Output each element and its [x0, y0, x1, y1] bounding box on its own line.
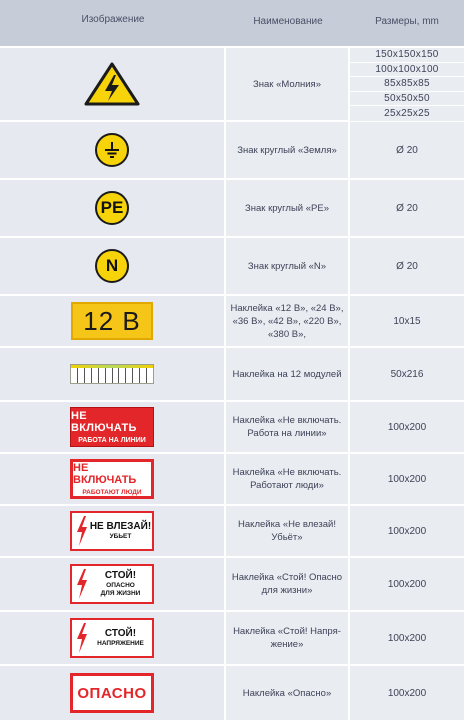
- header-size: Размеры, mm: [375, 15, 439, 27]
- row-name: Наклейка «Стой! Напря- жение»: [226, 612, 350, 664]
- row-name: Наклейка «Опасно»: [226, 666, 350, 720]
- stop-voltage-sign: [70, 618, 154, 658]
- ground-symbol-icon: [95, 133, 129, 167]
- sign-title: СТОЙ!: [104, 570, 137, 581]
- header-name: Наименование: [253, 15, 323, 27]
- header-image: Изображение: [81, 13, 145, 25]
- table-row: [0, 506, 464, 558]
- size-value: Ø 20: [350, 238, 464, 294]
- size-value: 10x15: [350, 296, 464, 346]
- row-name: Наклейка «Не влезай! Убьёт»: [226, 506, 350, 556]
- sign-subtitle: НАПРЯЖЕНИЕ: [97, 640, 144, 647]
- sizes-list: [350, 48, 464, 120]
- row-name: Знак круглый «Земля»: [226, 122, 350, 178]
- table-row: [0, 558, 464, 612]
- voltage-plate: 12 В: [71, 302, 153, 340]
- sign-title: СТОЙ!: [104, 628, 137, 639]
- row-name: Знак круглый «N»: [226, 238, 350, 294]
- table-row: [0, 402, 464, 454]
- size-value: 85x85x85: [350, 77, 464, 92]
- size-value: 100x200: [350, 454, 464, 504]
- size-value: Ø 20: [350, 122, 464, 178]
- table-row: [0, 612, 464, 666]
- lightning-warning-icon: [83, 61, 141, 107]
- row-name: Наклейка «Не включать. Работа на линии»: [226, 402, 350, 452]
- danger-sign: ОПАСНО: [70, 673, 154, 713]
- row-name: Наклейка на 12 модулей: [226, 348, 350, 400]
- do-not-switch-sign: [70, 407, 154, 447]
- n-circle-sign: N: [95, 249, 129, 283]
- pe-circle-sign: PE: [95, 191, 129, 225]
- size-value: 25x25x25: [350, 106, 464, 121]
- size-value: 50x50x50: [350, 92, 464, 107]
- sign-subtitle: ОПАСНО ДЛЯ ЖИЗНИ: [100, 582, 141, 597]
- table-row: [0, 48, 464, 122]
- size-value: 100x200: [350, 612, 464, 664]
- row-name: Наклейка «12 В», «24 В», «36 В», «42 В», «220 В», «380 В»,: [226, 296, 350, 346]
- table-row: [0, 122, 464, 180]
- size-value: 100x100x100: [350, 63, 464, 78]
- sign-title: НЕ ВКЛЮЧАТЬ: [71, 410, 137, 434]
- sign-title: НЕ ВЛЕЗАЙ!: [89, 521, 152, 532]
- row-name: Знак «Молния»: [226, 48, 350, 120]
- sign-subtitle: РАБОТА НА ЛИНИИ: [78, 437, 146, 444]
- sign-subtitle: УБЬЕТ: [109, 533, 132, 540]
- size-value: 50x216: [350, 348, 464, 400]
- row-name: Наклейка «Стой! Опасно для жизни»: [226, 558, 350, 610]
- size-value: 100x200: [350, 666, 464, 720]
- table-row: [0, 348, 464, 402]
- stop-danger-sign: [70, 564, 154, 604]
- size-value: Ø 20: [350, 180, 464, 236]
- sign-subtitle: РАБОТАЮТ ЛЮДИ: [82, 489, 142, 496]
- red-lightning-icon: [75, 622, 89, 654]
- size-value: 150x150x150: [350, 48, 464, 63]
- size-value: 100x200: [350, 558, 464, 610]
- do-not-switch-people-sign: [70, 459, 154, 499]
- red-lightning-icon: [75, 515, 89, 547]
- do-not-climb-sign: [70, 511, 154, 551]
- row-name: Наклейка «Не включать. Работают люди»: [226, 454, 350, 504]
- row-name: Знак круглый «PE»: [226, 180, 350, 236]
- table-row: [0, 666, 464, 720]
- sign-title: НЕ ВКЛЮЧАТЬ: [73, 462, 137, 486]
- table-row: [0, 238, 464, 296]
- modules-strip-icon: [70, 364, 154, 384]
- table-row: [0, 296, 464, 348]
- red-lightning-icon: [75, 568, 89, 600]
- table-row: [0, 454, 464, 506]
- table-row: [0, 180, 464, 238]
- size-value: 100x200: [350, 402, 464, 452]
- size-value: 100x200: [350, 506, 464, 556]
- table-header: [0, 0, 464, 48]
